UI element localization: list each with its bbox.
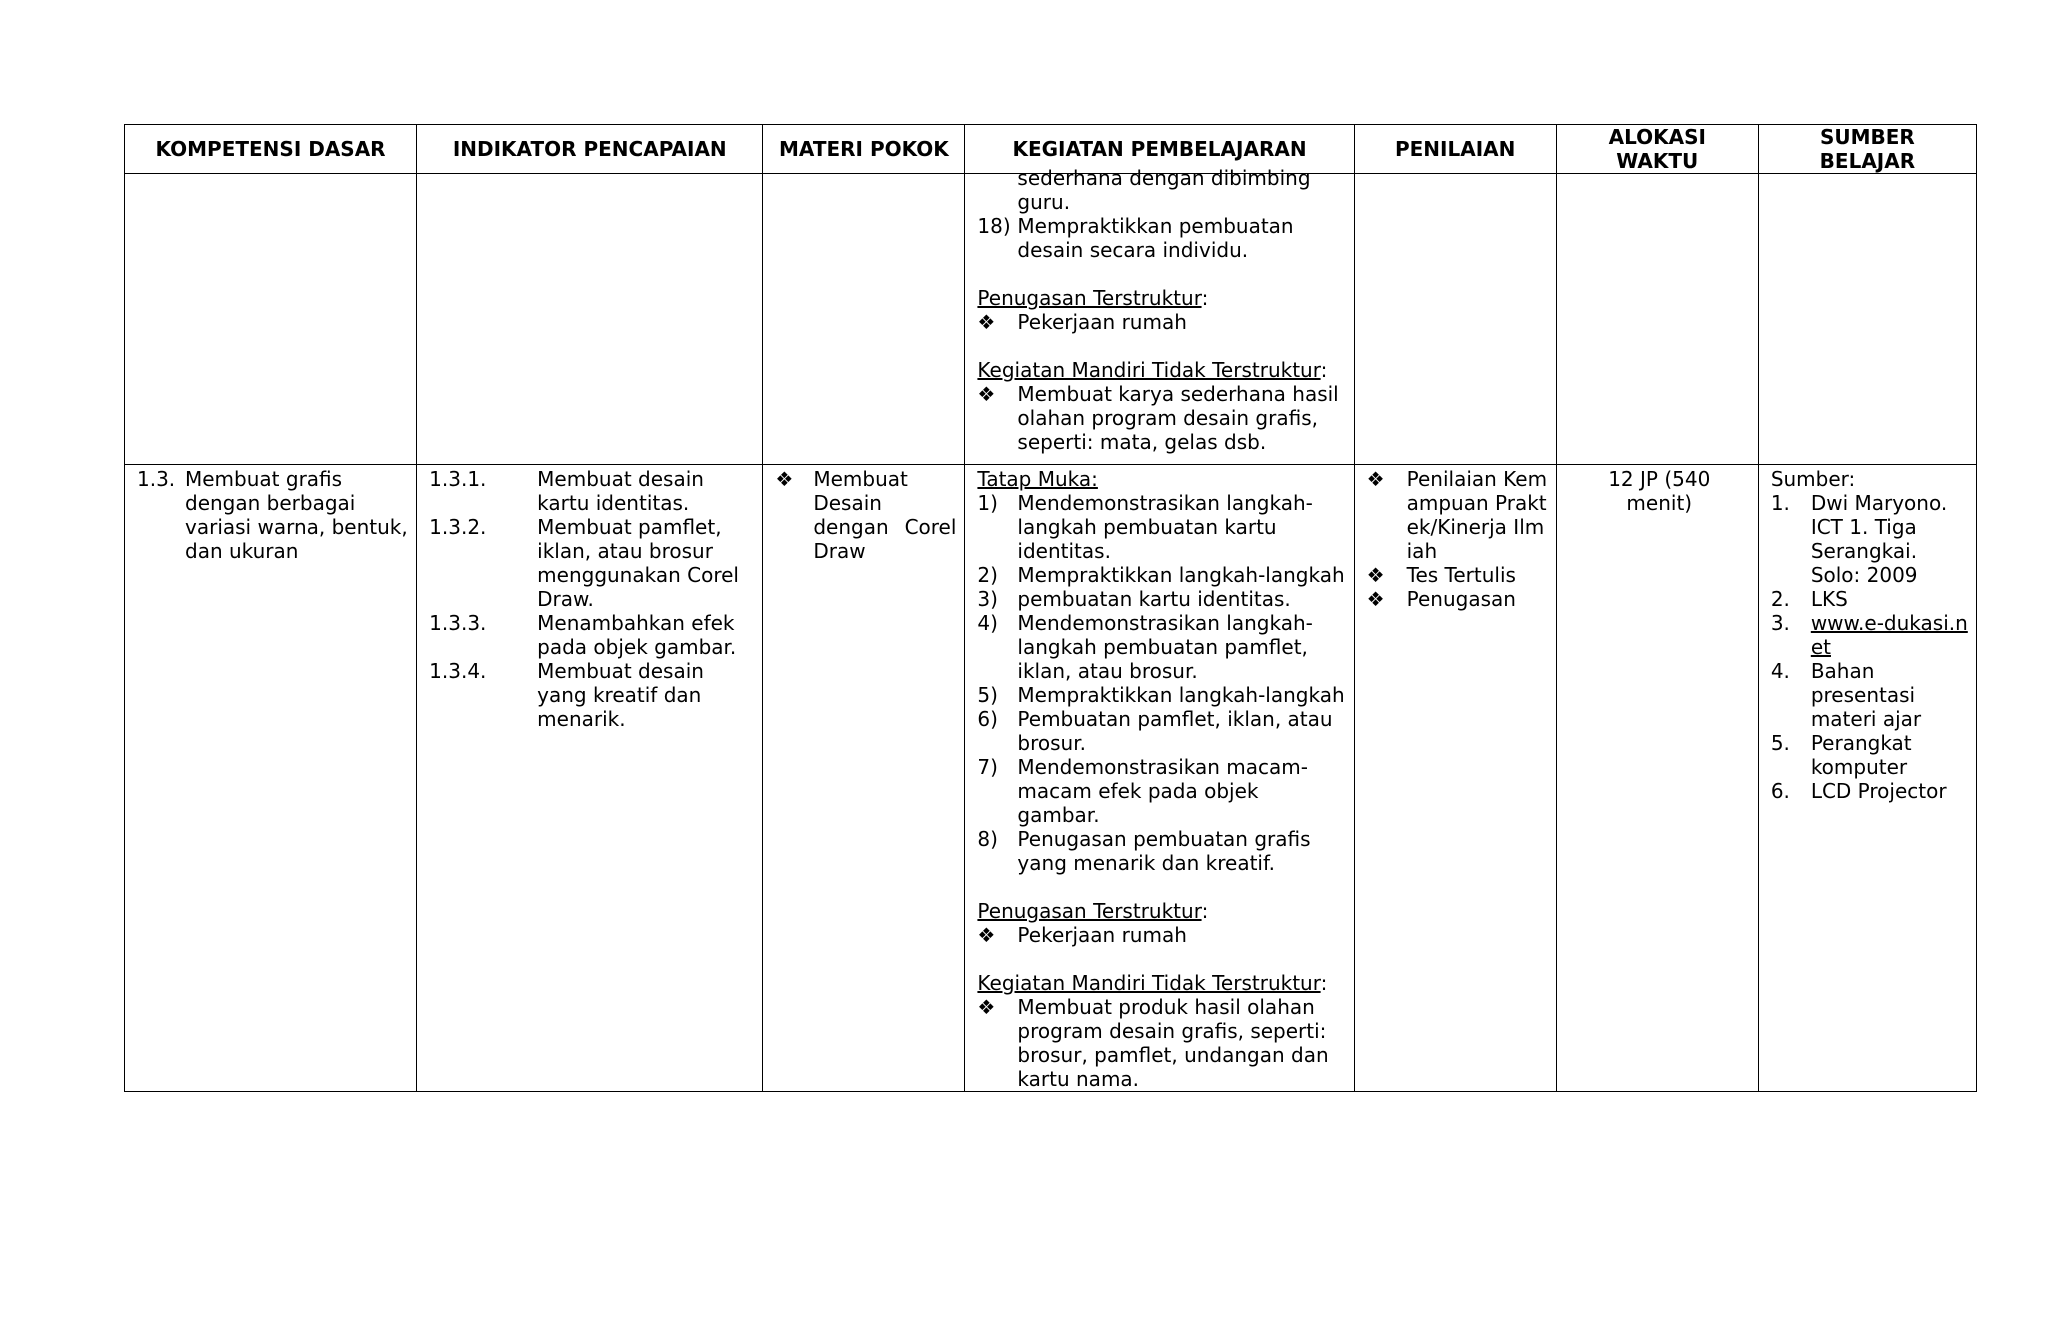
bullet-icon: ❖ bbox=[1366, 563, 1385, 587]
mandiri-title: Kegiatan Mandiri Tidak Terstruktur bbox=[977, 971, 1321, 995]
item-number: 4) bbox=[977, 611, 998, 635]
alokasi-text: 12 JP (540 menit) bbox=[1608, 467, 1711, 515]
list-item bbox=[1771, 611, 1968, 659]
header-kompetensi-dasar: KOMPETENSI DASAR bbox=[125, 125, 417, 174]
item-text: Pekerjaan rumah bbox=[1017, 310, 1187, 334]
item-number: 6) bbox=[977, 707, 998, 731]
item-number: 1.3.3. bbox=[429, 611, 487, 635]
bullet-icon: ❖ bbox=[977, 382, 996, 406]
table-row bbox=[125, 465, 1977, 1092]
continued-line: sederhana dengan dibimbing bbox=[1017, 166, 1311, 190]
item-text: pembuatan kartu identitas. bbox=[1017, 587, 1291, 611]
item-number: 6. bbox=[1770, 779, 1790, 803]
list-item bbox=[977, 382, 1345, 454]
item-text: Membuat karya sederhana hasil olahan program desain grafis, seperti: mata, gelas dsb. bbox=[1017, 382, 1339, 454]
item-number: 7) bbox=[977, 755, 998, 779]
item-number: 1) bbox=[977, 491, 998, 515]
item-text: Pembuatan pamflet, iklan, atau brosur. bbox=[1017, 707, 1333, 755]
list-item bbox=[977, 827, 1345, 875]
item-text: LKS bbox=[1810, 587, 1848, 611]
item-text: Bahan presentasi materi ajar bbox=[1810, 659, 1922, 731]
list-item bbox=[429, 467, 754, 515]
cell-empty bbox=[125, 174, 417, 465]
header-indikator: INDIKATOR PENCAPAIAN bbox=[417, 125, 763, 174]
list-item bbox=[977, 563, 1345, 587]
list-item bbox=[1771, 491, 1968, 587]
item-number: 4. bbox=[1770, 659, 1790, 683]
item-number: 8) bbox=[977, 827, 998, 851]
item-text: Mempraktikkan langkah-langkah bbox=[1017, 563, 1345, 587]
list-item bbox=[977, 755, 1345, 827]
item-number: 2. bbox=[1770, 587, 1790, 611]
terstruktur-title: Penugasan Terstruktur bbox=[977, 899, 1202, 923]
item-text: Pekerjaan rumah bbox=[1017, 923, 1187, 947]
item-text: Mempraktikkan pembuatan desain secara individu. bbox=[1017, 214, 1294, 262]
bullet-icon: ❖ bbox=[775, 467, 794, 491]
cell-kegiatan-continued bbox=[965, 166, 1354, 465]
list-item bbox=[429, 611, 754, 659]
bullet-icon: ❖ bbox=[1366, 587, 1385, 611]
item-number: 1. bbox=[1770, 491, 1790, 515]
item-text: Membuat desain yang kreatif dan menarik. bbox=[537, 659, 704, 731]
item-number: 1.3.1. bbox=[429, 467, 487, 491]
item-text: Tes Tertulis bbox=[1406, 563, 1516, 587]
cell-empty bbox=[1354, 174, 1556, 465]
list-item bbox=[775, 467, 956, 563]
list-item bbox=[429, 659, 754, 731]
item-number: 2) bbox=[977, 563, 998, 587]
item-number: 5) bbox=[977, 683, 998, 707]
list-item bbox=[977, 995, 1345, 1091]
header-alokasi-waktu bbox=[1556, 125, 1758, 174]
bullet-icon: ❖ bbox=[977, 310, 996, 334]
cell-materi-pokok bbox=[763, 465, 965, 1092]
mandiri-heading bbox=[977, 971, 1345, 995]
bullet-icon: ❖ bbox=[1366, 467, 1385, 491]
list-item bbox=[977, 683, 1345, 707]
cell-alokasi-waktu bbox=[1556, 465, 1758, 1092]
list-item bbox=[977, 214, 1345, 262]
cell-sumber-belajar bbox=[1758, 465, 1976, 1092]
list-item bbox=[977, 923, 1345, 947]
sumber-title: Sumber: bbox=[1770, 467, 1856, 491]
header-kegiatan: KEGIATAN PEMBELAJARAN bbox=[965, 125, 1354, 174]
item-text: Mendemonstrasikan macam-macam efek pada objek gambar. bbox=[1017, 755, 1308, 827]
cell-indikator bbox=[417, 465, 763, 1092]
list-item bbox=[977, 491, 1345, 563]
mandiri-heading bbox=[977, 358, 1345, 382]
continued-line: guru. bbox=[1017, 190, 1071, 214]
materi-text: Membuat Desain dengan Corel Draw bbox=[813, 467, 957, 563]
list-item bbox=[1771, 731, 1968, 779]
cell-empty bbox=[1758, 174, 1976, 465]
list-item bbox=[1367, 467, 1548, 563]
list-item bbox=[1367, 563, 1548, 587]
cell-kegiatan bbox=[965, 465, 1354, 1092]
cell-empty bbox=[417, 174, 763, 465]
item-number: 3) bbox=[977, 587, 998, 611]
item-text: Mempraktikkan langkah-langkah bbox=[1017, 683, 1345, 707]
list-item bbox=[977, 707, 1345, 755]
cell-kompetensi-dasar bbox=[125, 465, 417, 1092]
tatap-muka-heading: Tatap Muka: bbox=[977, 467, 1098, 491]
item-text: Mendemonstrasikan langkah-langkah pembuatan pamflet, iklan, atau brosur. bbox=[1017, 611, 1313, 683]
cell-penilaian bbox=[1354, 465, 1556, 1092]
item-text: Perangkat komputer bbox=[1810, 731, 1912, 779]
header-sumber-belajar bbox=[1758, 125, 1976, 174]
terstruktur-colon: : bbox=[1201, 899, 1209, 923]
bullet-icon: ❖ bbox=[977, 923, 996, 947]
item-number: 3. bbox=[1770, 611, 1790, 635]
table-row bbox=[125, 174, 1977, 465]
terstruktur-heading bbox=[977, 286, 1345, 310]
item-number: 1.3.2. bbox=[429, 515, 487, 539]
mandiri-colon: : bbox=[1320, 358, 1328, 382]
list-item bbox=[977, 587, 1345, 611]
list-item bbox=[977, 310, 1345, 334]
header-penilaian: PENILAIAN bbox=[1354, 125, 1556, 174]
item-text: LCD Projector bbox=[1810, 779, 1947, 803]
bullet-icon: ❖ bbox=[977, 995, 996, 1019]
list-item bbox=[977, 611, 1345, 683]
cell-empty bbox=[763, 174, 965, 465]
item-number: 5. bbox=[1770, 731, 1790, 755]
kd-text: Membuat grafis dengan berbagai variasi warna, bentuk, dan ukuran bbox=[185, 467, 408, 563]
header-alokasi-text: ALOKASI WAKTU bbox=[1608, 125, 1706, 173]
syllabus-table bbox=[124, 124, 1977, 1092]
item-text: Penilaian Kemampuan Praktek/Kinerja Ilmiah bbox=[1406, 467, 1548, 563]
list-item bbox=[1771, 659, 1968, 731]
terstruktur-title: Penugasan Terstruktur bbox=[977, 286, 1202, 310]
header-materi-pokok: MATERI POKOK bbox=[763, 125, 965, 174]
list-item bbox=[1771, 779, 1968, 803]
list-item bbox=[1771, 587, 1968, 611]
item-text: Membuat pamflet, iklan, atau brosur menggunakan Corel Draw. bbox=[537, 515, 739, 611]
item-text: Menambahkan efek pada objek gambar. bbox=[537, 611, 737, 659]
terstruktur-colon: : bbox=[1201, 286, 1209, 310]
kd-number: 1.3. bbox=[137, 467, 176, 491]
item-text: Mendemonstrasikan langkah-langkah pembuatan kartu identitas. bbox=[1017, 491, 1313, 563]
list-item bbox=[429, 515, 754, 611]
mandiri-colon: : bbox=[1320, 971, 1328, 995]
item-text: Membuat produk hasil olahan program desain grafis, seperti: brosur, pamflet, undangan dan kartu nama. bbox=[1017, 995, 1329, 1091]
item-text: Penugasan bbox=[1406, 587, 1516, 611]
terstruktur-heading bbox=[977, 899, 1345, 923]
item-number: 18) bbox=[977, 214, 1011, 238]
item-text: Penugasan pembuatan grafis yang menarik dan kreatif. bbox=[1017, 827, 1311, 875]
kd-item bbox=[137, 467, 408, 563]
header-sumber-text: SUMBER BELAJAR bbox=[1819, 125, 1916, 173]
cell-empty bbox=[1556, 174, 1758, 465]
list-item bbox=[1367, 587, 1548, 611]
item-text: Dwi Maryono. ICT 1. Tiga Serangkai. Solo: 2009 bbox=[1810, 491, 1948, 587]
item-text: Membuat desain kartu identitas. bbox=[537, 467, 704, 515]
sumber-link[interactable]: www.e-dukasi.net bbox=[1810, 611, 1968, 659]
mandiri-title: Kegiatan Mandiri Tidak Terstruktur bbox=[977, 358, 1321, 382]
item-number: 1.3.4. bbox=[429, 659, 487, 683]
